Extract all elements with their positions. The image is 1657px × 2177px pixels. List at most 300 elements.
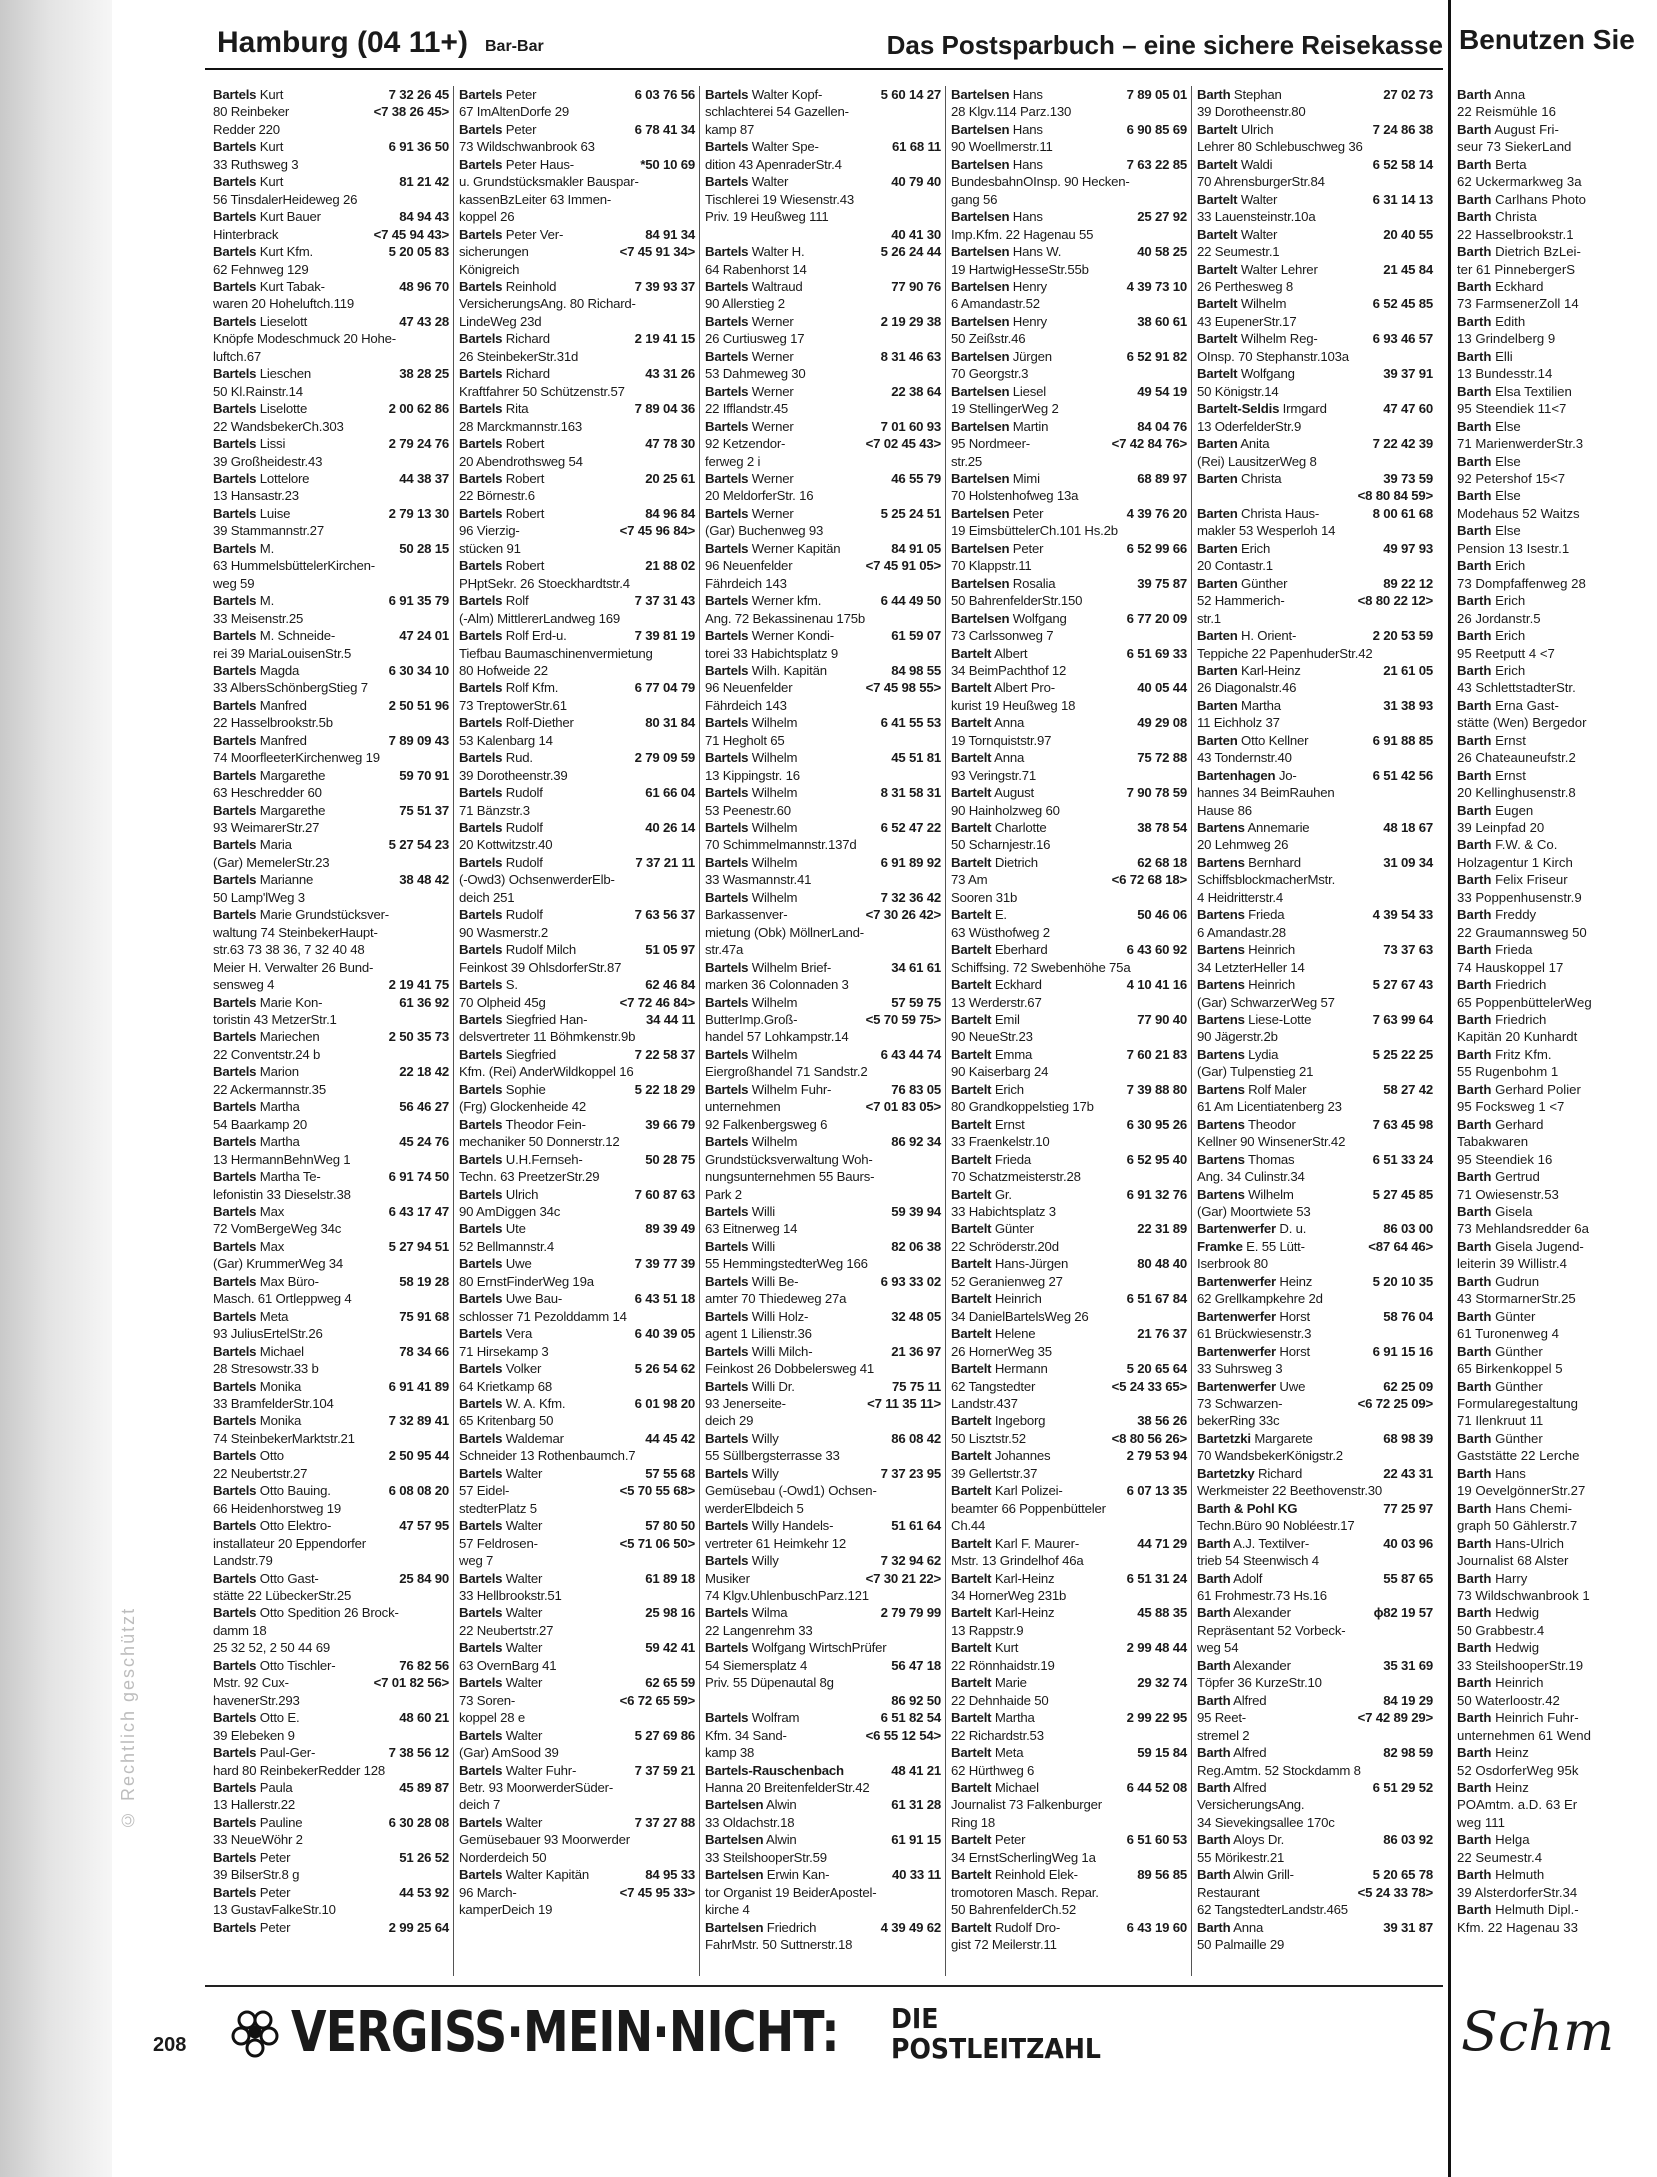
listing-entry — [459, 924, 695, 941]
entry-detail: kamp 38 — [705, 1745, 755, 1761]
surname: Bartelsen — [951, 470, 1010, 486]
listing-entry — [213, 1692, 449, 1709]
listing-entry — [213, 1517, 449, 1534]
listing-entry — [1457, 1290, 1657, 1307]
entry-detail: Hanna 20 BreitenfelderStr.42 — [705, 1779, 870, 1795]
listing-entry — [459, 1604, 695, 1621]
entry-detail: 71 Hegholt 65 — [705, 732, 785, 748]
surname: Bartelt — [951, 1779, 992, 1795]
entry-detail: 6 Amandastr.28 — [1197, 924, 1286, 940]
surname: Bartelt — [951, 1151, 992, 1167]
listing-entry — [459, 1308, 695, 1325]
phone-number: 7 89 05 01 — [1126, 87, 1187, 102]
surname: Bartelt — [951, 1535, 992, 1551]
surname: Bartels — [705, 139, 749, 155]
phone-number: 78 34 66 — [399, 1343, 449, 1359]
surname: Bartels — [705, 1465, 749, 1481]
entry-detail: mietung (Obk) MöllnerLand- — [705, 924, 864, 940]
entry-detail: Werner — [748, 383, 794, 399]
entry-detail: Tischlerei 19 Wiesenstr.43 — [705, 191, 854, 207]
listing-entry — [705, 1151, 941, 1168]
entry-detail: Kapitän 20 Kunhardt — [1457, 1029, 1578, 1045]
listing-entry — [1457, 1447, 1657, 1464]
listing-entry — [951, 1570, 1187, 1587]
entry-detail: Otto Kellner — [1237, 732, 1309, 748]
listing-entry — [1197, 959, 1433, 976]
listing-entry — [951, 435, 1187, 452]
surname: Bartelt — [951, 1605, 992, 1621]
phone-number: 2 50 35 73 — [388, 1029, 449, 1045]
listing-entry — [1457, 522, 1657, 539]
entry-detail: Alexander — [1230, 1657, 1291, 1673]
entry-detail: Dietrich BzLei- — [1491, 244, 1581, 260]
listing-entry — [1197, 1430, 1433, 1447]
entry-detail: Teppiche 22 PapenhuderStr.42 — [1197, 645, 1373, 661]
phone-number: 6 51 67 84 — [1126, 1291, 1187, 1307]
phone-number: 21 61 05 — [1383, 662, 1433, 678]
entry-detail: Dietrich — [991, 854, 1038, 870]
entry-detail: 70 WandsbekerKönigstr.2 — [1197, 1448, 1343, 1464]
surname: Barth — [1197, 1832, 1231, 1848]
listing-entry — [705, 1482, 941, 1499]
entry-detail: FahrMstr. 50 Suttnerstr.18 — [705, 1937, 853, 1953]
listing-entry — [1197, 1273, 1433, 1290]
entry-detail: 33 Oldachstr.18 — [705, 1814, 795, 1830]
surname: Bartels — [459, 156, 503, 172]
surname: Bartelt — [951, 680, 992, 696]
entry-detail: Lissi — [256, 436, 286, 452]
listing-entry — [213, 1674, 449, 1691]
surname: Bartelsen — [705, 1797, 764, 1813]
entry-detail: F.W. & Co. — [1491, 837, 1558, 853]
surname: Bartels — [705, 593, 749, 609]
entry-detail: kamp 87 — [705, 121, 755, 137]
entry-detail: Magda — [256, 662, 300, 678]
listing-entry — [1457, 767, 1657, 784]
entry-detail: 92 Petershof 15<7 — [1457, 470, 1566, 486]
entry-detail: Hans Chemi- — [1491, 1500, 1573, 1516]
entry-detail: 43 Tondernstr.40 — [1197, 750, 1292, 766]
ad-plz: POSTLEITZAHL — [891, 2032, 1101, 2065]
listing-entry — [1197, 1046, 1433, 1063]
listing-entry — [213, 1290, 449, 1307]
listing-entry — [951, 836, 1187, 853]
phone-number: 6 77 20 09 — [1126, 610, 1187, 626]
phone-number: 86 92 34 — [891, 1134, 941, 1150]
phone-number: 7 22 58 37 — [634, 1046, 695, 1062]
listing-entry — [1197, 714, 1433, 731]
entry-detail: leiterin 39 Willistr.4 — [1457, 1256, 1567, 1272]
listing-entry — [951, 871, 1187, 888]
phone-number: 6 40 39 05 — [634, 1326, 695, 1342]
entry-detail: 96 March- — [459, 1884, 517, 1900]
listing-entry — [213, 191, 449, 208]
listing-entry — [213, 505, 449, 522]
entry-detail: 54 Baarkamp 20 — [213, 1116, 307, 1132]
listing-entry — [705, 1186, 941, 1203]
surname: Barth — [1457, 1640, 1492, 1656]
phone-number: <5 70 59 75> — [865, 1012, 941, 1028]
phone-number: 84 96 84 — [645, 505, 695, 521]
entry-detail: Pension 13 Isestr.1 — [1457, 540, 1570, 556]
listing-entry — [705, 679, 941, 696]
listing-entry — [213, 1308, 449, 1325]
entry-detail: 72 VomBergeWeg 34c — [213, 1221, 342, 1237]
entry-detail: delsvertreter 11 Böhmkenstr.9b — [459, 1029, 636, 1045]
listing-entry — [705, 1081, 941, 1098]
phone-number: *50 10 69 — [640, 156, 695, 172]
surname: Bartels — [705, 715, 749, 731]
listing-entry — [1457, 1430, 1657, 1447]
entry-detail: Kurt — [991, 1640, 1019, 1656]
listing-entry — [705, 1028, 941, 1045]
entry-detail: Alexander — [1230, 1605, 1291, 1621]
listing-entry — [213, 784, 449, 801]
phone-number: 48 41 21 — [891, 1762, 941, 1778]
entry-detail: 19 StellingerWeg 2 — [951, 401, 1059, 417]
listing-entry — [459, 1535, 695, 1552]
listing-entry — [459, 1500, 695, 1517]
phone-number: <7 45 94 43> — [373, 226, 449, 242]
listing-entry — [951, 959, 1187, 976]
phone-number: 7 37 59 21 — [634, 1762, 695, 1778]
entry-detail: 52 OsdorferWeg 95k — [1457, 1762, 1579, 1778]
entry-detail: 13 OderfelderStr.9 — [1197, 418, 1302, 434]
listing-entry — [951, 1081, 1187, 1098]
listing-entry — [1457, 1011, 1657, 1028]
surname: Bartels — [213, 1884, 257, 1900]
listing-entry — [1197, 435, 1433, 452]
entry-detail: Waldi — [1237, 156, 1273, 172]
surname: Bartelsen — [951, 418, 1010, 434]
surname: Bartels — [459, 820, 503, 836]
listing-entry — [1197, 156, 1433, 173]
listing-entry — [705, 261, 941, 278]
surname: Bartels — [459, 1640, 503, 1656]
entry-detail: Otto Spedition 26 Brock- — [256, 1605, 399, 1621]
listing-entry — [1197, 1517, 1433, 1534]
entry-detail: Schneider 13 Rothenbaumch.7 — [459, 1448, 636, 1464]
listing-entry — [213, 453, 449, 470]
entry-detail: str.63 73 38 36, 7 32 40 48 — [213, 942, 365, 958]
listing-entry — [951, 1587, 1187, 1604]
entry-detail: Theodor — [1244, 1116, 1296, 1132]
listing-entry — [951, 1116, 1187, 1133]
listing-entry — [705, 1116, 941, 1133]
listing-entry — [951, 1919, 1187, 1936]
entry-detail: Alfred — [1230, 1745, 1267, 1761]
listing-entry — [951, 313, 1187, 330]
surname: Bartelt — [951, 715, 992, 731]
entry-detail: Gerhard — [1491, 1116, 1544, 1132]
listing-entry — [1197, 1709, 1433, 1726]
phone-number: 39 31 87 — [1383, 1919, 1433, 1935]
listing-entry — [1197, 557, 1433, 574]
listing-entry — [1197, 732, 1433, 749]
entry-detail: Peter Haus- — [502, 156, 574, 172]
listing-entry — [705, 662, 941, 679]
listing-entry — [1457, 121, 1657, 138]
entry-detail: 33 Wasmannstr.41 — [705, 872, 812, 888]
phone-number: <7 45 98 55> — [865, 680, 941, 696]
entry-detail: Max Büro- — [256, 1273, 319, 1289]
entry-detail: Margarethe — [256, 767, 326, 783]
listing-entry — [459, 1430, 695, 1447]
listing-entry — [705, 156, 941, 173]
phone-number: <7 45 95 33> — [619, 1884, 695, 1900]
surname: Barth — [1457, 383, 1492, 399]
phone-number: 84 98 55 — [891, 662, 941, 678]
listing-entry — [951, 383, 1187, 400]
entry-detail: 92 Ketzendor- — [705, 436, 786, 452]
entry-detail: Gisela — [1491, 1204, 1533, 1219]
entry-detail: Alfred — [1230, 1692, 1267, 1708]
entry-detail: Else — [1491, 488, 1521, 504]
entry-detail: 65 Kritenbarg 50 — [459, 1413, 554, 1429]
entry-detail: Rudolf — [502, 785, 543, 801]
entry-detail: Thomas — [1244, 1151, 1295, 1167]
listing-entry — [459, 1779, 695, 1796]
phone-number: 20 40 55 — [1383, 226, 1433, 242]
surname: Bartels — [459, 558, 503, 574]
surname: Bartels — [705, 540, 749, 556]
listing-entry — [213, 1203, 449, 1220]
entry-detail: Marie Grundstücksver- — [256, 907, 389, 923]
phone-number: 61 36 92 — [399, 994, 449, 1010]
listing-entry — [459, 575, 695, 592]
listing-entry — [1457, 138, 1657, 155]
listing-entry — [705, 906, 941, 923]
phone-number: 38 78 54 — [1137, 820, 1187, 836]
entry-detail: Landstr.437 — [951, 1395, 1018, 1411]
surname: Bartens — [1197, 907, 1245, 923]
phone-number: <7 45 91 05> — [865, 558, 941, 574]
phone-number: 44 53 92 — [399, 1884, 449, 1900]
entry-detail: Michael — [991, 1779, 1039, 1795]
entry-detail: waren 20 Hoheluftch.119 — [213, 296, 355, 312]
listing-entry — [213, 1744, 449, 1761]
entry-detail: Theodor Fein- — [502, 1116, 586, 1132]
listing-entry — [1197, 226, 1433, 243]
surname: Bartelt — [951, 750, 992, 766]
surname: Bartels — [459, 1675, 503, 1691]
listing-entry — [951, 1343, 1187, 1360]
entry-detail: 20 Contastr.1 — [1197, 558, 1273, 574]
entry-detail: 28 Marckmannstr.163 — [459, 418, 583, 434]
phone-number: 77 90 40 — [1137, 1012, 1187, 1028]
entry-detail: (Gar) Buchenweg 93 — [705, 523, 824, 539]
surname: Bartels — [459, 750, 503, 766]
phone-number: 6 91 74 50 — [388, 1169, 449, 1185]
phone-number: 4 39 54 33 — [1372, 907, 1433, 923]
surname: Bartelt — [1197, 261, 1238, 277]
entry-detail: 90 Hainholzweg 60 — [951, 802, 1060, 818]
entry-detail: 33 AlbersSchönbergStieg 7 — [213, 680, 368, 696]
entry-detail: 93 WeimarerStr.27 — [213, 820, 320, 836]
surname: Bartels — [459, 505, 503, 521]
entry-detail: Park 2 — [705, 1186, 742, 1202]
entry-detail: Eckhard — [991, 977, 1042, 993]
listing-entry — [1457, 540, 1657, 557]
surname: Bartelt — [1197, 366, 1238, 382]
entry-detail: 80 Grandkoppelstieg 17b — [951, 1099, 1094, 1115]
listing-entry — [705, 610, 941, 627]
listing-entry — [1457, 1028, 1657, 1045]
entry-detail: Martha — [991, 1710, 1035, 1726]
phone-number: 5 20 65 64 — [1126, 1361, 1187, 1377]
entry-detail: Barkassenver- — [705, 907, 788, 923]
phone-number: 40 05 44 — [1137, 680, 1187, 696]
entry-detail: Harry — [1491, 1570, 1528, 1586]
phone-number: <8 80 56 26> — [1111, 1430, 1187, 1446]
entry-detail: Robert — [502, 436, 545, 452]
entry-detail: Betr. 93 MoorwerderSüder- — [459, 1779, 614, 1795]
listing-entry — [1457, 191, 1657, 208]
entry-detail: 73 Carlssonweg 7 — [951, 628, 1054, 644]
entry-detail: Anna — [991, 715, 1025, 731]
surname: Bartels — [213, 1378, 257, 1394]
entry-detail: 22 Schröderstr.20d — [951, 1238, 1059, 1254]
surname: Barten — [1197, 505, 1238, 521]
entry-detail: 54 Siemersplatz 4 — [705, 1657, 808, 1673]
next-page-header: Benutzen Sie — [1459, 24, 1635, 55]
surname: Barth — [1197, 1657, 1231, 1673]
entry-detail: 71 Bänzstr.3 — [459, 802, 530, 818]
entry-detail: 33 Lauensteinstr.10a — [1197, 209, 1316, 225]
entry-detail: Michael — [256, 1343, 304, 1359]
phone-number: 48 18 67 — [1383, 820, 1433, 836]
entry-detail: August — [991, 785, 1034, 801]
listing-entry — [459, 1255, 695, 1272]
entry-detail: unternehmen 61 Wend — [1457, 1727, 1591, 1743]
listing-entry — [213, 906, 449, 923]
surname: Barth — [1457, 1308, 1492, 1324]
surname: Bartels — [213, 662, 257, 678]
listing-entry — [705, 1168, 941, 1185]
entry-detail: 13 Hansastr.23 — [213, 488, 299, 504]
entry-detail: Martha — [256, 1134, 300, 1150]
entry-detail: Werner — [748, 470, 794, 486]
phone-number: 82 98 59 — [1383, 1745, 1433, 1761]
listing-entry — [951, 819, 1187, 836]
listing-entry — [213, 1465, 449, 1482]
listing-entry — [459, 1447, 695, 1464]
ad-headline: VERGISS·MEIN·NICHT: — [291, 2000, 839, 2065]
entry-detail: Werner — [748, 418, 794, 434]
listing-entry — [1457, 505, 1657, 522]
listing-entry — [213, 732, 449, 749]
listing-entry — [951, 330, 1187, 347]
listing-entry — [213, 261, 449, 278]
listing-entry — [1197, 645, 1433, 662]
entry-detail: 43 EupenerStr.17 — [1197, 313, 1297, 329]
phone-number: 5 20 10 35 — [1372, 1273, 1433, 1289]
entry-detail: Otto Gast- — [256, 1570, 319, 1586]
entry-detail: Wilhelm — [748, 820, 798, 836]
phone-number: 4 39 49 62 — [880, 1919, 941, 1935]
entry-detail: 67 ImAltenDorfe 29 — [459, 104, 570, 120]
entry-detail: Max — [256, 1238, 285, 1254]
surname: Bartelt-Seldis — [1197, 401, 1280, 417]
entry-detail: 34 DanielBartelsWeg 26 — [951, 1308, 1089, 1324]
entry-detail: Johannes — [991, 1448, 1051, 1464]
column-divider — [453, 86, 454, 1976]
entry-detail: Heinrich — [1244, 942, 1295, 958]
surname: Framke — [1197, 1238, 1243, 1254]
phone-number: 6 43 51 18 — [634, 1291, 695, 1307]
surname: Bartens — [1197, 1186, 1245, 1202]
surname: Bartels — [459, 1291, 503, 1307]
entry-detail: Ute — [502, 1221, 526, 1237]
listing-entry — [213, 278, 449, 295]
surname: Bartels — [213, 1483, 257, 1499]
city-title: Hamburg (04 11+) — [217, 26, 468, 59]
listing-entry — [1197, 1674, 1433, 1691]
surname: Bartelt — [1197, 296, 1238, 312]
entry-detail: Ulrich — [1237, 121, 1274, 137]
entry-detail: Königreich — [459, 261, 520, 277]
phone-number: 6 91 41 89 — [388, 1378, 449, 1394]
entry-detail: 33 SteilshooperStr.59 — [705, 1849, 827, 1865]
entry-detail: handel 57 Lohkampstr.14 — [705, 1029, 849, 1045]
phone-number: 59 42 41 — [645, 1640, 695, 1656]
entry-detail: 39 Leinpfad 20 — [1457, 820, 1545, 836]
phone-number: 21 76 37 — [1137, 1326, 1187, 1342]
entry-detail: Willi Milch- — [748, 1343, 813, 1359]
listing-entry — [1457, 1727, 1657, 1744]
listing-entry — [1197, 1447, 1433, 1464]
listing-entry — [705, 645, 941, 662]
entry-detail: Sophie — [502, 1081, 546, 1097]
listing-entry — [705, 138, 941, 155]
entry-detail: 33 Suhrsweg 3 — [1197, 1361, 1283, 1377]
surname: Bartelsen — [951, 610, 1010, 626]
entry-detail: nungsunternehmen 55 Baurs- — [705, 1169, 875, 1185]
listing-entry — [951, 767, 1187, 784]
phone-number: 6 43 44 74 — [880, 1046, 941, 1062]
listing-entry — [213, 889, 449, 906]
surname: Bartelsen — [705, 1867, 764, 1883]
listing-entry — [1457, 1884, 1657, 1901]
phone-number: 25 27 92 — [1137, 209, 1187, 225]
listing-entry — [459, 1186, 695, 1203]
phone-number: 6 30 34 10 — [388, 662, 449, 678]
phone-number: 47 78 30 — [645, 436, 695, 452]
entry-detail: Reg.Amtm. 52 Stockdamm 8 — [1197, 1762, 1361, 1778]
listing-entry — [1197, 1133, 1433, 1150]
surname: Bartels — [213, 697, 257, 713]
listing-entry — [1457, 1238, 1657, 1255]
phone-number: 6 52 58 14 — [1372, 156, 1433, 172]
entry-detail: 22 Seumestr.1 — [1197, 244, 1280, 260]
entry-detail: stätte (Wen) Bergedor — [1457, 715, 1587, 731]
listing-entry — [459, 1116, 695, 1133]
listing-entry — [459, 976, 695, 993]
listing-entry — [1457, 156, 1657, 173]
listing-entry — [951, 1552, 1187, 1569]
listing-entry — [1457, 278, 1657, 295]
surname: Bartenwerfer — [1197, 1221, 1276, 1237]
entry-detail: 95 Reet- — [1197, 1710, 1246, 1726]
entry-detail: Walter Kopf- — [748, 87, 823, 102]
entry-detail: Journalist 68 Alster — [1457, 1553, 1569, 1569]
phone-number: <7 01 82 56> — [373, 1675, 449, 1691]
listing-entry — [1197, 1796, 1433, 1813]
phone-number: 45 51 81 — [891, 750, 941, 766]
listing-entry — [459, 383, 695, 400]
listing-entry — [1197, 348, 1433, 365]
entry-detail: Elsa Textilien — [1491, 383, 1572, 399]
